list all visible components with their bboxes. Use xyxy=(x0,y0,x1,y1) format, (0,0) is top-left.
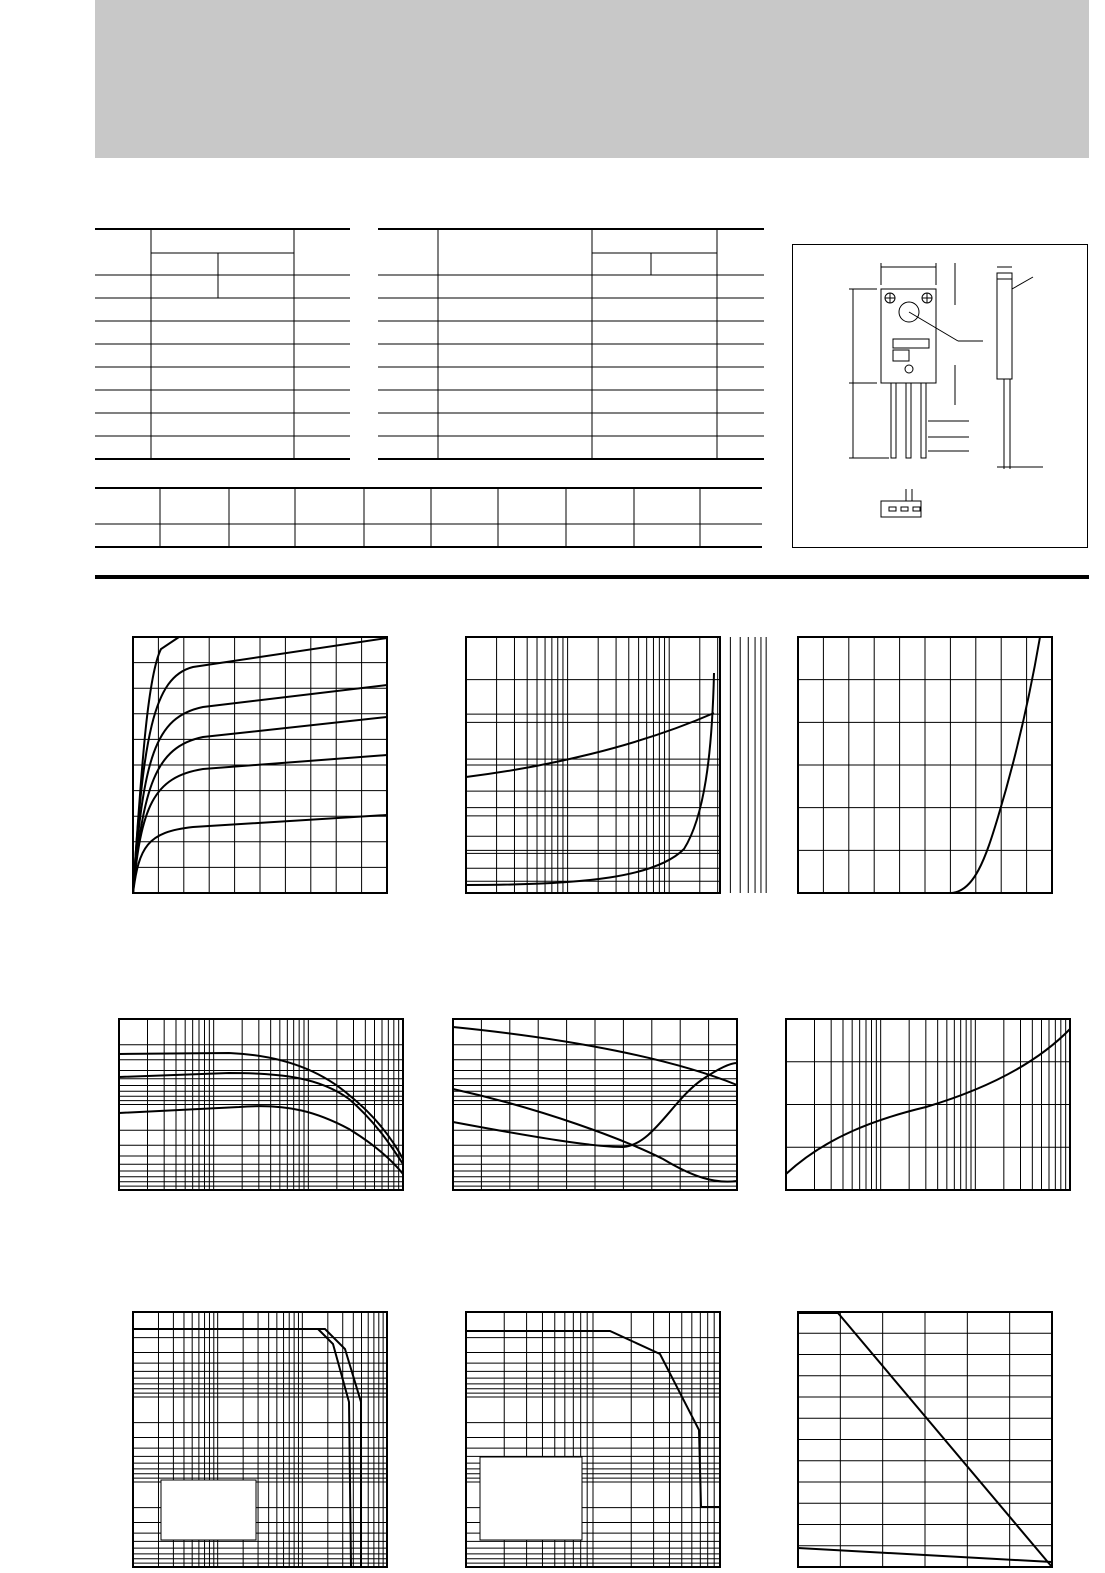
package-drawing xyxy=(793,245,1087,547)
rbsoa-note-box xyxy=(480,1457,582,1540)
graph-switching xyxy=(786,1019,1070,1190)
graph-hfe-ic xyxy=(119,1019,403,1190)
curve-s1 xyxy=(786,1029,1070,1174)
soa-note-box xyxy=(161,1480,256,1540)
graph-temperature xyxy=(453,1019,737,1190)
graph-ic-vbe xyxy=(798,637,1052,893)
hfe-rank-table xyxy=(95,487,765,551)
graph-vce-sat xyxy=(466,637,720,893)
package-outline-box xyxy=(792,244,1088,548)
curve-hfe-2 xyxy=(119,1073,403,1164)
absolute-ratings-table xyxy=(95,228,351,462)
title-banner xyxy=(95,0,1089,158)
graph-pc-ta xyxy=(798,1312,1052,1567)
section-divider xyxy=(95,575,1089,579)
graph-ic-vce xyxy=(133,637,387,893)
electrical-characteristics-table xyxy=(378,228,766,462)
graph-rbsoa xyxy=(466,1312,720,1567)
graph-soa xyxy=(133,1312,387,1567)
